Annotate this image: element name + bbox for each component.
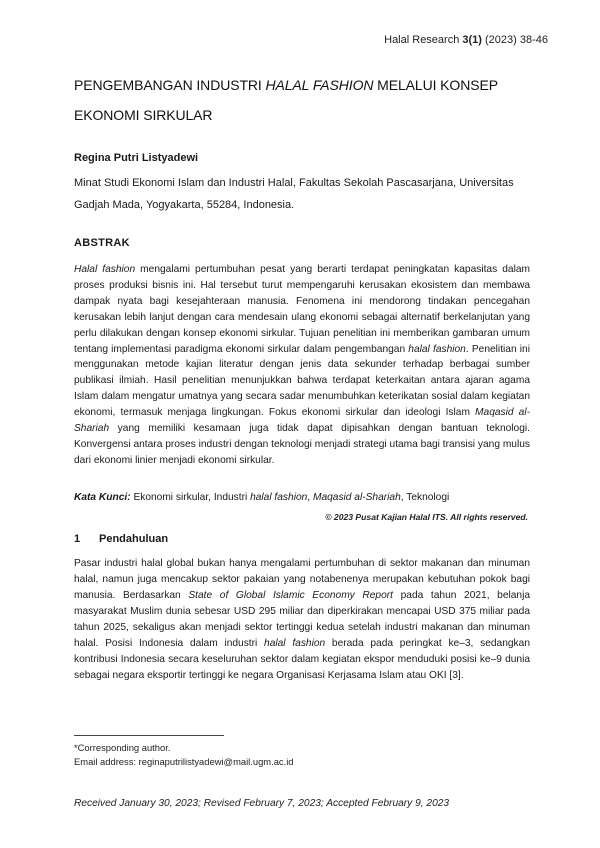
- corresponding-author-note: *Corresponding author.: [74, 742, 171, 753]
- title-part: PENGEMBANGAN INDUSTRI: [74, 77, 266, 93]
- keyword-italic: Maqasid al-Shariah: [312, 492, 401, 503]
- email-address: Email address: reginaputrilistyadewi@mail.ugm.ac.id: [74, 755, 294, 767]
- section-heading: [74, 533, 168, 545]
- author-name: Regina Putri Listyadewi: [74, 152, 199, 164]
- abstract-italic: Halal fashion: [74, 264, 136, 275]
- journal-volume: 3(1): [462, 34, 482, 46]
- intro-span: Pasar industri halal global bukan hanya mengalami pertumbuhan di sektor makanan dan minuman halal, namun juga mencakup sektor pakaian yang notabenenya merupakan kebutuhan pokok bagi manusia. Berdasarkan: [74, 558, 530, 601]
- title-italic: HALAL FASHION: [265, 77, 374, 93]
- received-dates: Received January 30, 2023; Revised February 7, 2023; Accepted February 9, 2023: [74, 798, 450, 809]
- keyword-text: , Teknologi: [400, 492, 450, 503]
- abstract-italic: Maqasid al-Shariah: [74, 407, 530, 435]
- running-head: [384, 34, 548, 46]
- author-affiliation: Minat Studi Ekonomi Islam dan Industri Halal, Fakultas Sekolah Pascasarjana, Universitas Gadjah Mada, Yogyakarta, 55284, Indonesia.: [74, 177, 514, 211]
- intro-span: berada pada peringkat ke–3, sedangkan kontribusi Indonesia secara keseluruhan sektor dalam kegiatan ekspor menduduki posisi ke–9 dunia sebagai negara eksportir tertinggi ke negara Organisasi Kerjasama Islam atau OKI [3].: [74, 638, 530, 681]
- abstract-text: [74, 262, 530, 469]
- keyword-italic: halal fashion: [250, 492, 308, 503]
- journal-name: Halal Research: [384, 34, 463, 46]
- abstract-heading: ABSTRAK: [74, 237, 130, 249]
- footnote-divider: [74, 735, 224, 736]
- journal-year-pages: (2023) 38-46: [481, 34, 548, 46]
- section-number: 1: [74, 533, 81, 545]
- intro-span: pada tahun 2021, belanja masyarakat Muslim dunia sebesar USD 295 miliar dan diperkirakan mencapai USD 375 miliar pada tahun 2025, sekaligus akan menjadi sektor tertinggi kedua setelah industri makanan dan minuman halal. Posisi Indonesia dalam industri: [74, 590, 531, 649]
- introduction-paragraph: [74, 556, 530, 684]
- title-part: MELALUI KONSEP EKONOMI SIRKULAR: [74, 77, 498, 123]
- section-title: Pendahuluan: [99, 533, 169, 545]
- paper-title: [74, 70, 544, 130]
- abstract-span: yang memiliki kesamaan juga tidak dapat dipisahkan dengan bantuan teknologi. Konvergensi antara proses industri dengan teknologi menjadi strategi utama bagi transisi yang mulus dari ekonomi linier menjadi ekonomi sirkular.: [74, 423, 530, 466]
- copyright-notice: © 2023 Pusat Kajian Halal ITS. All rights reserved.: [325, 512, 528, 522]
- keywords: [74, 490, 530, 506]
- abstract-italic: halal fashion: [408, 343, 466, 355]
- intro-italic: halal fashion: [264, 638, 326, 649]
- abstract-span: . Penelitian ini menggunakan metode kajian literatur dengan jenis data sekunder terhadap berbagai sumber publikasi ilmiah. Hasil penelitian menunjukkan bahwa terdapat keterkaitan antara ajaran agama Islam dalam mengatur umatnya yang secara sadar menumbuhkan keterikatan sosial dalam kegiatan ekonomi, termasuk menjaga lingkungan. Fokus ekonomi sirkular dan ideologi Islam: [74, 343, 530, 419]
- keyword-text: ,: [307, 492, 313, 503]
- footnote: [74, 741, 294, 768]
- keyword-text: Ekonomi sirkular, Industri: [130, 492, 251, 503]
- intro-italic: State of Global Islamic Economy Report: [188, 590, 393, 601]
- abstract-span: mengalami pertumbuhan pesat yang berarti terdapat peningkatan kapasitas dalam proses produksi bisnis ini. Hal tersebut turut mempengaruhi kerusakan ekosistem dan membawa dampak nyata bagi kesejahteraan manusia. Fenomena ini mendorong tindakan pencegahan kerusakan lebih lanjut dengan cara mendesain ulang ekonomi sebagai alternatif berkelanjutan yang perlu dilakukan dengan konsep ekonomi sirkular. Tujuan penelitian ini memberikan gambaran umum tentang implementasi paradigma ekonomi sirkular dalam pengembangan: [74, 264, 530, 355]
- keywords-label: Kata Kunci:: [74, 492, 131, 503]
